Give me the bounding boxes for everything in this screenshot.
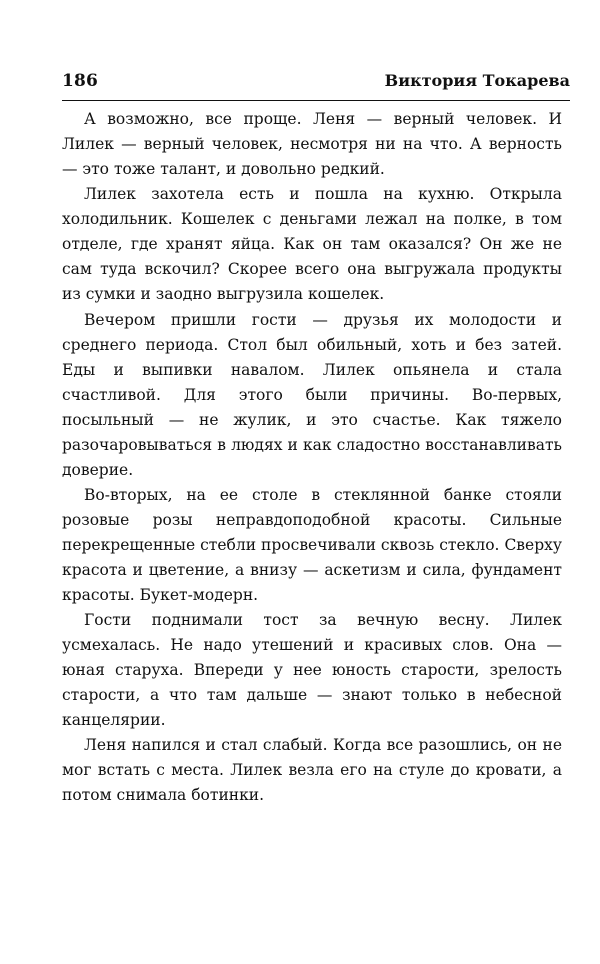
paragraph: А возможно, все проще. Леня — верный человек. И Лилек — верный человек, несмотря ни на что. А верность — это тоже талант, и довольно редкий. — [62, 110, 562, 178]
running-head: Виктория Токарева — [384, 71, 570, 90]
text-block-2 — [62, 308, 562, 808]
paragraph: Лилек захотела есть и пошла на кухню. Открыла холодильник. Кошелек с деньгами лежал на полке, в том отделе, где хранят яйца. Как он там оказался? Он же не сам туда вскочил? Скорее всего она выгружала продукты из сумки и заодно выгрузила кошелек. — [62, 185, 562, 303]
paragraph: Вечером пришли гости — друзья их молодости и среднего периода. Стол был обильный, хоть и без затей. Еды и выпивки навалом. Лилек опьянела и стала счастливой. Для этого были причины. Во-первых, посыльный — не жулик, и это счастье. Как тяжело разочаровываться в людях и как сладостно восстанавливать доверие. — [62, 311, 562, 479]
paragraph: Леня напился и стал слабый. Когда все разошлись, он не мог встать с места. Лилек везла его на стуле до кровати, а потом снимала ботинки. — [62, 736, 562, 804]
page-number: 186 — [62, 71, 99, 91]
paragraph: Гости поднимали тост за вечную весну. Лилек усмехалась. Не надо утешений и красивых слов. Она — юная старуха. Впереди у нее юность старости, зрелость старости, а что там дальше — знают только в небесной канцелярии. — [62, 611, 562, 729]
page-header — [62, 71, 570, 97]
header-rule — [62, 100, 570, 101]
text-block-1 — [62, 107, 562, 307]
paragraph: Во-вторых, на ее столе в стеклянной банке стояли розовые розы неправдоподобной красоты. Сильные перекрещенные стебли просвечивали сквозь стекло. Сверху красота и цветение, а внизу — аскетизм и сила, фундамент красоты. Букет-модерн. — [62, 486, 562, 604]
